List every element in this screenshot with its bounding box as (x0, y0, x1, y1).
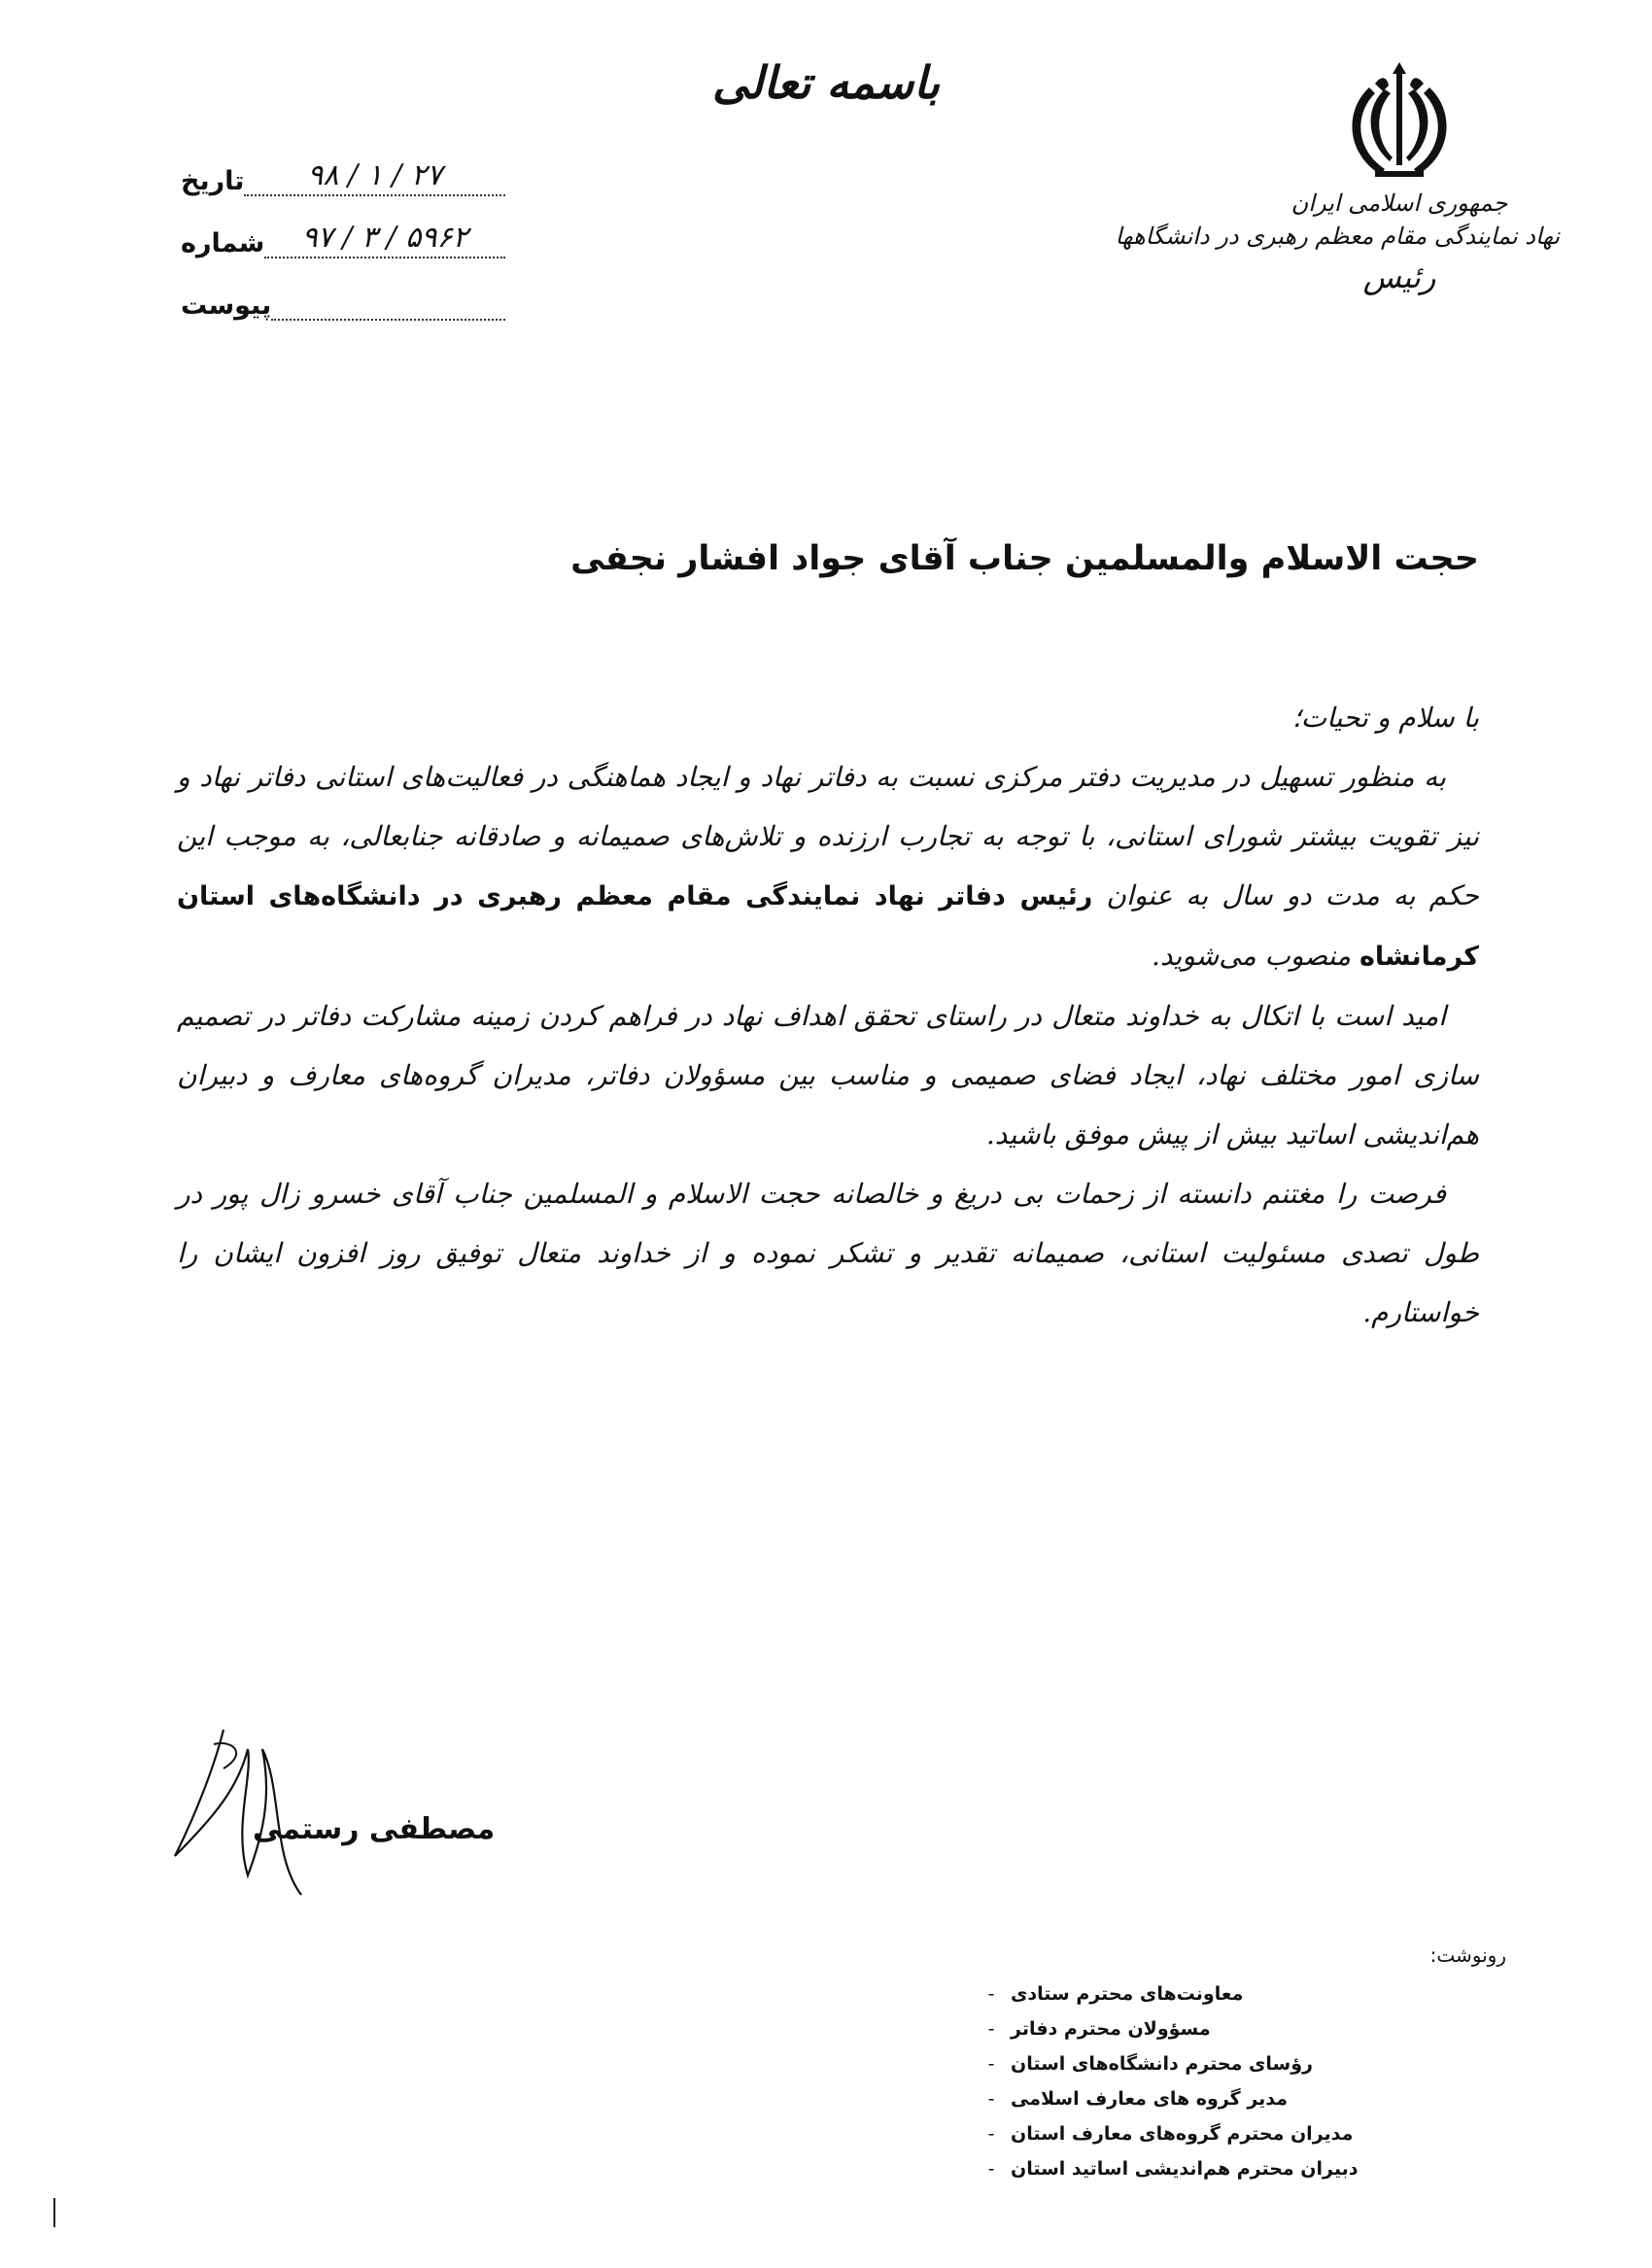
appointment-title: رئیس دفاتر نهاد نمایندگی مقام معظم رهبری در دانشگاه‌های استان کرمانشاه (177, 881, 1479, 972)
signature-block (155, 1710, 505, 1905)
date-value: ۹۸ / ۱ / ۲۷ (244, 157, 505, 196)
emblem-title-label: رئیس (1362, 258, 1436, 295)
cc-dash: - (987, 2123, 995, 2145)
cc-dash: - (987, 2018, 995, 2040)
cc-item-text: مدیر گروه های معارف اسلامی (1011, 2088, 1289, 2110)
cc-dash: - (987, 2158, 995, 2180)
recipient-line: حجت الاسلام والمسلمین جناب آقای جواد افشار نجفی (570, 539, 1479, 578)
paragraph-wishes: امید است با اتکال به خداوند متعال در راستای تحقق اهداف نهاد در فراهم کردن زمینه مشارکت دفاتر در تصمیم سازی امور مختلف نهاد، ایجاد فضای صمیمی و مناسب بین مسؤولان دفاتر، مدیران گروه‌های معارف و دبیران هم‌اندیشی اساتید بیش از پیش موفق باشید. (177, 1000, 1479, 1151)
cc-dash: - (987, 2088, 995, 2110)
margin-mark (53, 2198, 55, 2227)
cc-item-text: رؤسای محترم دانشگاه‌های استان (1011, 2053, 1313, 2075)
cc-item (972, 1976, 1458, 2011)
cc-item (972, 2011, 1458, 2046)
cc-dash: - (987, 2053, 995, 2075)
cc-item-text: مدیران محترم گروه‌های معارف استان (1011, 2123, 1354, 2145)
date-label: تاریخ (181, 166, 245, 196)
paragraph-appointment-text: به منظور تسهیل در مدیریت دفتر مرکزی نسبت به دفاتر نهاد و ایجاد هماهنگی در فعالیت‌های استانی دفاتر نهاد و نیز تقویت بیشتر شورای استانی، با توجه به تجارب ارزنده و تلاش‌های صمیمانه و صادقانه جنابعالی، به موجب این حکم به مدت دو سال به عنوان (177, 761, 1479, 911)
signature-scribble-icon (155, 1710, 505, 1905)
number-value: ۹۷ / ۳ / ۵۹۶۲ (264, 220, 505, 258)
greeting: با سلام و تحیات؛ (1291, 702, 1479, 734)
letter-meta (175, 134, 505, 321)
attachment-label: پیوست (181, 291, 272, 321)
cc-list (972, 1943, 1506, 2186)
cc-item (972, 2081, 1458, 2116)
letter-body (177, 688, 1479, 1342)
paragraph-appointment-end: منصوب می‌شوید. (1151, 940, 1352, 972)
date-row (175, 134, 505, 196)
cc-item-text: دبیران محترم هم‌اندیشی اساتید استان (1011, 2158, 1359, 2180)
cc-item-text: مسؤولان محترم دفاتر (1011, 2018, 1211, 2040)
cc-item-text: معاونت‌های محترم ستادی (1011, 1983, 1244, 2005)
cc-item (972, 2046, 1458, 2081)
emblem-country-label: جمهوری اسلامی ایران (1291, 189, 1508, 217)
cc-item (972, 2116, 1458, 2151)
number-label: شماره (181, 228, 265, 258)
paragraph-thanks: فرصت را مغتنم دانسته از زحمات بی دریغ و خالصانه حجت الاسلام و المسلمین جناب آقای خسرو زال پور در طول تصدی مسئولیت استانی، صمیمانه تقدیر و تشکر نموده و از خداوند متعال توفیق روز افزون ایشان را خواستارم. (177, 1178, 1479, 1328)
emblem-organization-label: نهاد نمایندگی مقام معظم رهبری در دانشگاهها (1115, 223, 1560, 250)
iran-emblem-icon (1336, 60, 1463, 187)
cc-title: رونوشت: (1429, 1943, 1506, 1967)
basmala-heading: باسمه تعالی (712, 56, 940, 109)
emblem-block (1115, 60, 1560, 295)
cc-item (972, 2151, 1458, 2186)
signatory-name: مصطفی رستمی (253, 1812, 496, 1846)
attachment-row (175, 258, 505, 321)
cc-dash: - (987, 1983, 995, 2005)
paragraph-appointment (177, 747, 1479, 986)
number-row (175, 196, 505, 258)
attachment-value (271, 282, 505, 321)
